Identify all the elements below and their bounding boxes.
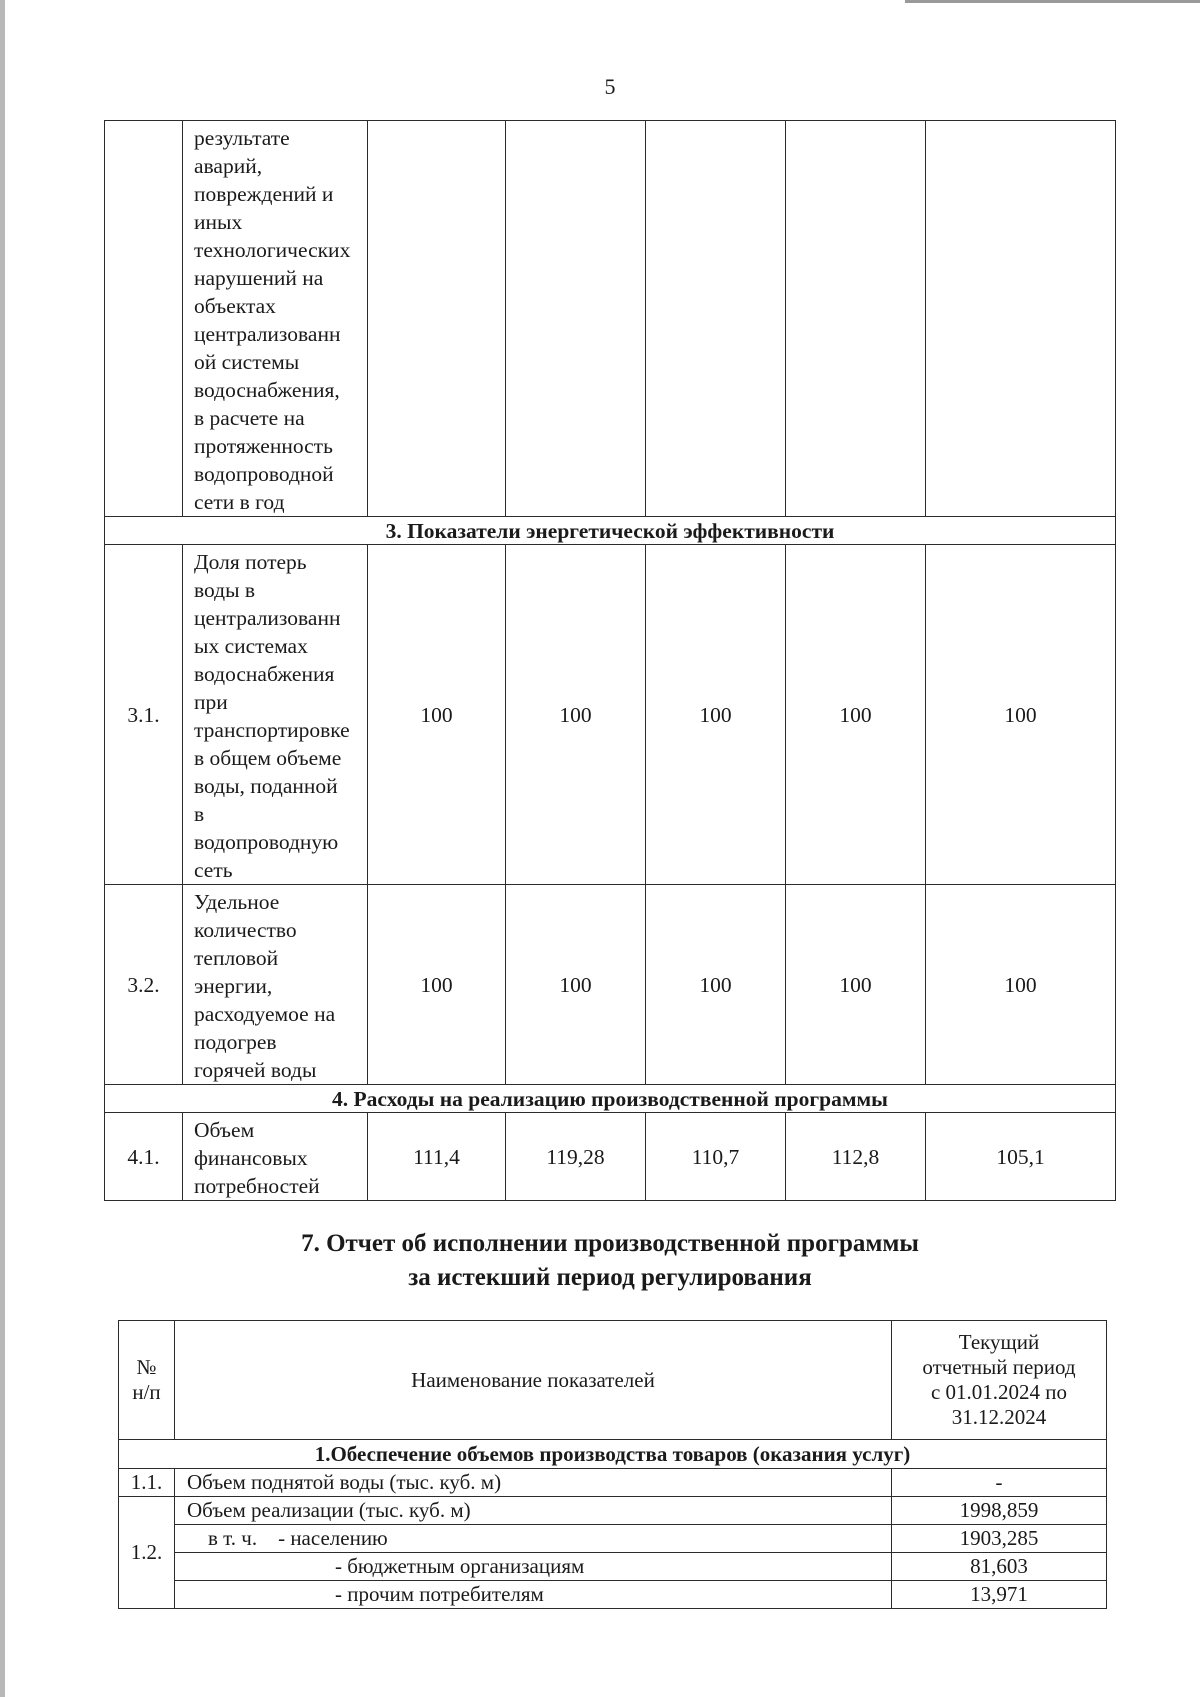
- row-1-2-line-name: Объем реализации (тыс. куб. м): [175, 1497, 892, 1525]
- row-number: 4.1.: [105, 1113, 183, 1201]
- section-header-row: [105, 517, 1116, 545]
- header-num: № н/п: [119, 1321, 175, 1440]
- indicator-value: 100: [368, 885, 506, 1085]
- section7-title-line2: за истекший период регулирования: [408, 1264, 812, 1291]
- indicator-value: 100: [646, 545, 786, 885]
- scan-top-line: [905, 0, 1200, 3]
- indicator-value: [506, 121, 646, 517]
- report-section-title: 1.Обеспечение объемов производства товаров (оказания услуг): [119, 1440, 1107, 1469]
- row-1-1-name: Объем поднятой воды (тыс. куб. м): [175, 1469, 892, 1497]
- row-number: 3.1.: [105, 545, 183, 885]
- indicator-value: 110,7: [646, 1113, 786, 1201]
- row-number: [105, 121, 183, 517]
- row-1-2-line-name: в т. ч. - населению: [175, 1525, 892, 1553]
- report-table: [118, 1320, 1107, 1609]
- table-row: [119, 1525, 1107, 1553]
- indicator-value: 119,28: [506, 1113, 646, 1201]
- table-row: [105, 1113, 1116, 1201]
- table-row: [119, 1469, 1107, 1497]
- scan-left-edge: [0, 0, 5, 1697]
- report-header-row: [119, 1321, 1107, 1440]
- table-row: [105, 885, 1116, 1085]
- indicator-value: [368, 121, 506, 517]
- header-period: Текущий отчетный период с 01.01.2024 по 31.12.2024: [892, 1321, 1107, 1440]
- indicator-value: 100: [786, 885, 926, 1085]
- row-1-2-line-value: 13,971: [892, 1581, 1107, 1609]
- indicator-value: [646, 121, 786, 517]
- header-name: Наименование показателей: [175, 1321, 892, 1440]
- row-1-2-line-value: 81,603: [892, 1553, 1107, 1581]
- section-title: 3. Показатели энергетической эффективности: [105, 517, 1116, 545]
- section-header-row: [105, 1085, 1116, 1113]
- indicator-value: [786, 121, 926, 517]
- row-1-2-num: 1.2.: [119, 1497, 175, 1609]
- indicator-value: 105,1: [926, 1113, 1116, 1201]
- indicator-value: 100: [368, 545, 506, 885]
- row-number: 3.2.: [105, 885, 183, 1085]
- row-1-2-line-name: - прочим потребителям: [175, 1581, 892, 1609]
- page-number: 5: [604, 74, 616, 99]
- table-row: [119, 1497, 1107, 1525]
- row-1-2-line-name: - бюджетным организациям: [175, 1553, 892, 1581]
- indicator-value: [926, 121, 1116, 517]
- table-row: [105, 545, 1116, 885]
- section7-title-line1: 7. Отчет об исполнении производственной программы: [301, 1230, 919, 1257]
- report-section-row: [119, 1440, 1107, 1469]
- indicator-value: 100: [926, 545, 1116, 885]
- indicator-value: 112,8: [786, 1113, 926, 1201]
- indicator-value: 100: [506, 545, 646, 885]
- indicator-value: 100: [926, 885, 1116, 1085]
- indicator-value: 100: [506, 885, 646, 1085]
- row-1-1-value: -: [892, 1469, 1107, 1497]
- indicator-value: 100: [646, 885, 786, 1085]
- indicator-name: результате аварий, повреждений и иных технологических нарушений на объектах централизованн ой системы водоснабжения, в расчете на протяженность водопроводной сети в год: [183, 121, 368, 517]
- indicator-value: 111,4: [368, 1113, 506, 1201]
- row-1-2-line-value: 1998,859: [892, 1497, 1107, 1525]
- indicator-name: Объем финансовых потребностей: [183, 1113, 368, 1201]
- indicator-name: Удельное количество тепловой энергии, расходуемое на подогрев горячей воды: [183, 885, 368, 1085]
- section-title: 4. Расходы на реализацию производственной программы: [105, 1085, 1116, 1113]
- indicator-name: Доля потерь воды в централизованн ых системах водоснабжения при транспортировке в общем объеме воды, поданной в водопроводную сеть: [183, 545, 368, 885]
- row-1-2-line-value: 1903,285: [892, 1525, 1107, 1553]
- indicator-value: 100: [786, 545, 926, 885]
- table-row: [119, 1553, 1107, 1581]
- row-1-1-num: 1.1.: [119, 1469, 175, 1497]
- table-row: [119, 1581, 1107, 1609]
- indicators-table: [104, 120, 1116, 1201]
- table-row: [105, 121, 1116, 517]
